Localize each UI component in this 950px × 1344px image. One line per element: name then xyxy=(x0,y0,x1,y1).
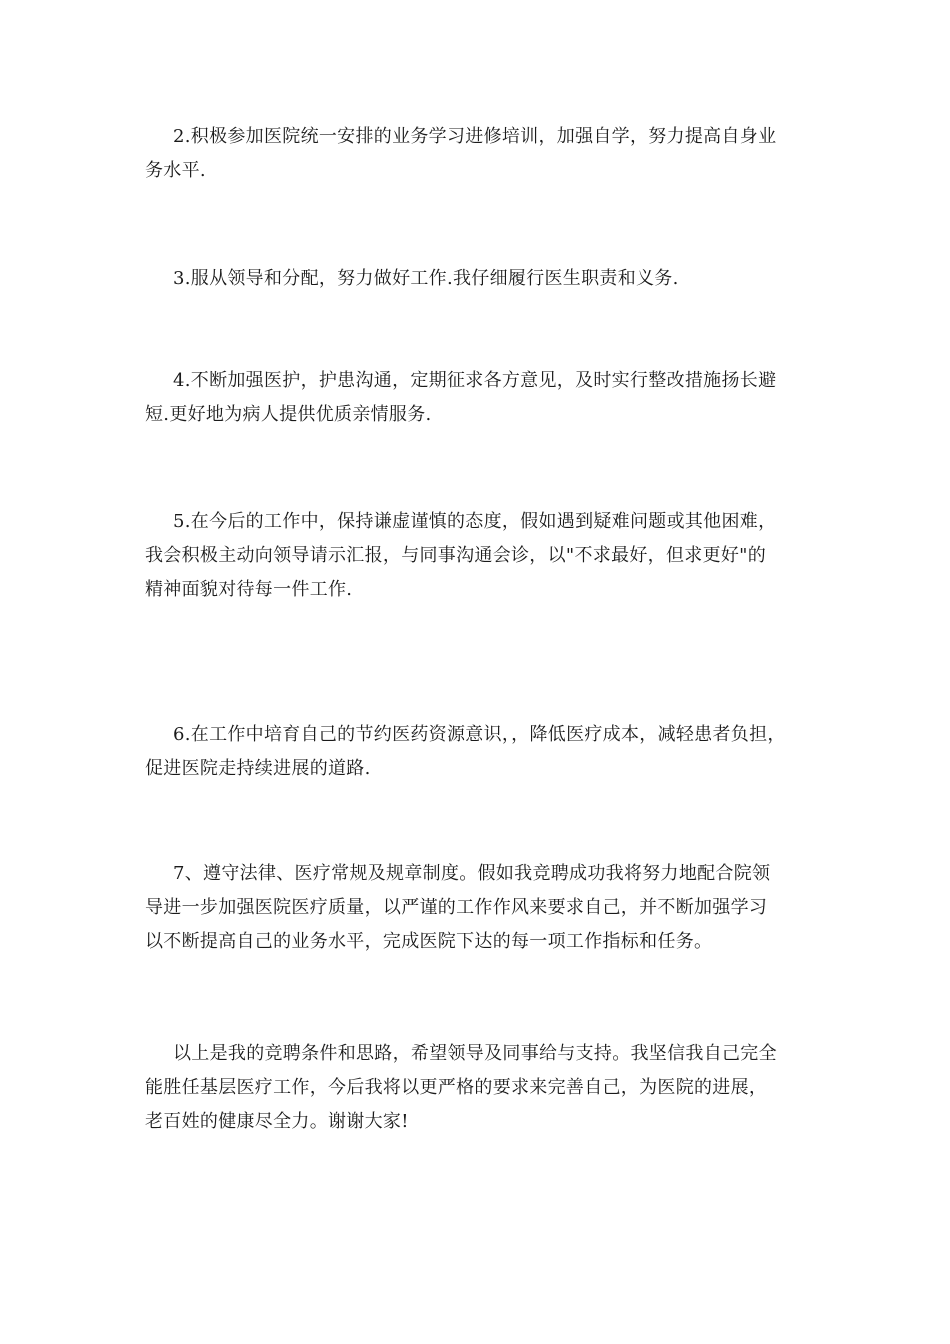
paragraph-item-4 xyxy=(145,364,825,432)
paragraph-line: 能胜任基层医疗工作，今后我将以更严格的要求来完善自己，为医院的进展， xyxy=(145,1077,768,1098)
paragraph-line: 6.在工作中培育自己的节约医药资源意识，，降低医疗成本，减轻患者负担， xyxy=(173,724,786,745)
paragraph-line: 以不断提高自己的业务水平，完成医院下达的每一项工作指标和任务。 xyxy=(145,931,713,952)
paragraph-closing xyxy=(145,1037,825,1139)
paragraph-line: 我会积极主动向领导请示汇报，与同事沟通会诊，以"不求最好，但求更好"的 xyxy=(145,545,767,566)
paragraph-line: 导进一步加强医院医疗质量，以严谨的工作作风来要求自己，并不断加强学习 xyxy=(145,897,768,918)
paragraph-line: 7、遵守法律、医疗常规及规章制度。假如我竞聘成功我将努力地配合院领 xyxy=(173,863,771,884)
paragraph-line: 促进医院走持续进展的道路. xyxy=(145,758,371,779)
paragraph-line: 以上是我的竞聘条件和思路，希望领导及同事给与支持。我坚信我自己完全 xyxy=(173,1043,777,1064)
paragraph-line: 短.更好地为病人提供优质亲情服务. xyxy=(145,404,432,425)
paragraph-item-3 xyxy=(145,262,825,296)
paragraph-item-5 xyxy=(145,505,825,607)
paragraph-line: 4.不断加强医护，护患沟通，定期征求各方意见，及时实行整改措施扬长避 xyxy=(173,370,777,391)
paragraph-line: 精神面貌对待每一件工作. xyxy=(145,579,353,600)
paragraph-line: 2.积极参加医院统一安排的业务学习进修培训，加强自学，努力提高自身业 xyxy=(173,126,777,147)
paragraph-line: 老百姓的健康尽全力。谢谢大家! xyxy=(145,1111,409,1132)
paragraph-line: 3.服从领导和分配，努力做好工作.我仔细履行医生职责和义务. xyxy=(173,268,679,289)
paragraph-line: 5.在今后的工作中，保持谦虚谨慎的态度，假如遇到疑难问题或其他困难， xyxy=(173,511,777,532)
paragraph-item-7 xyxy=(145,857,825,959)
paragraph-item-2 xyxy=(145,120,825,188)
paragraph-item-6 xyxy=(145,718,825,786)
paragraph-line: 务水平. xyxy=(145,160,206,181)
